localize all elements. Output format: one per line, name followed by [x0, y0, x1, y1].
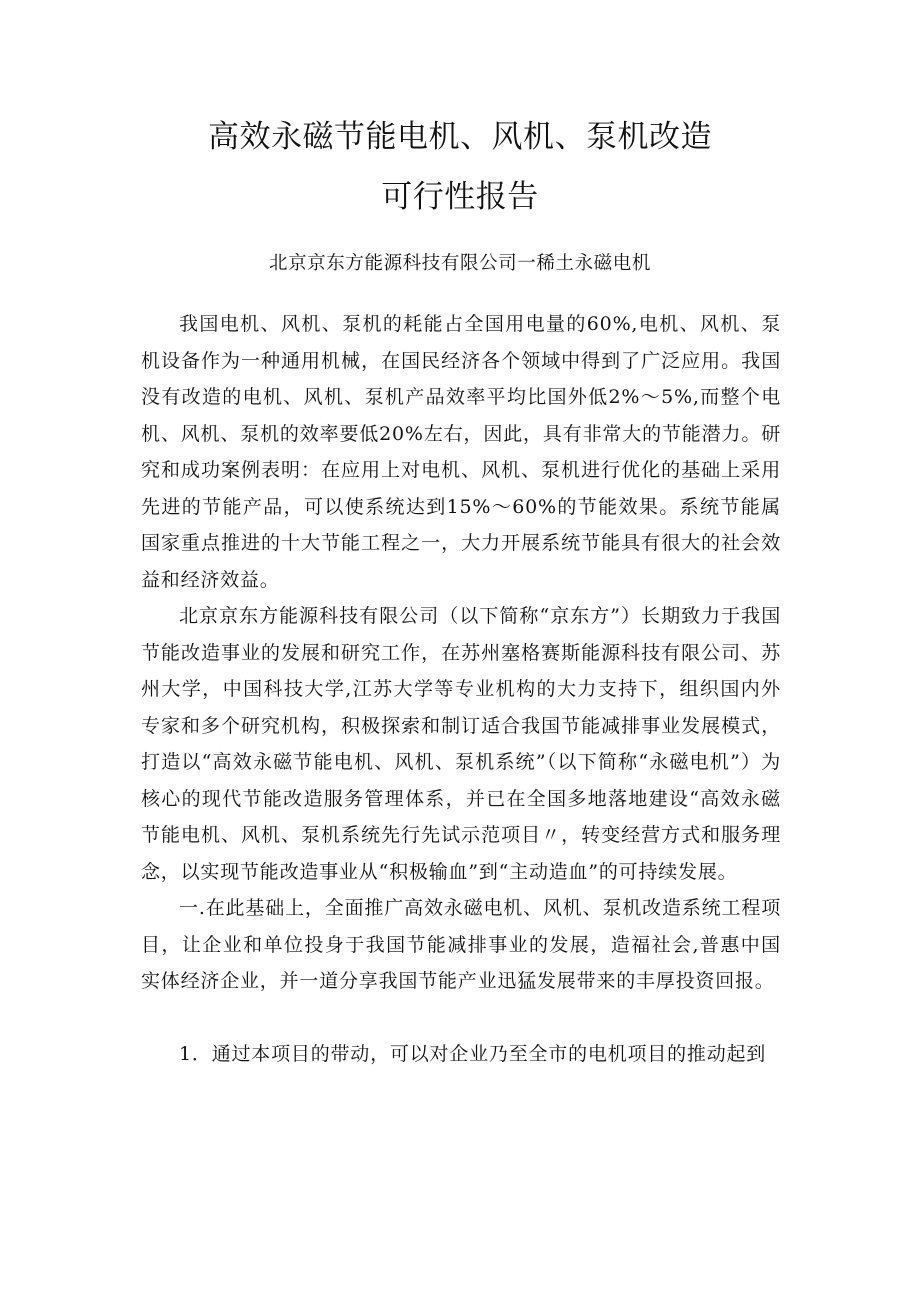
document-title-line-1: 高效永磁节能电机、风机、泵机改造 — [208, 119, 712, 155]
paragraph-section-one: 一.在此基础上，全面推广高效永磁电机、风机、泵机改造系统工程项目，让企业和单位投身于我国节能减排事业的发展，造福社会,普惠中国实体经济企业，并一道分享我国节能产业迅猛发展带来的丰厚投资回报。 — [141, 897, 781, 992]
paragraph-intro: 我国电机、风机、泵机的耗能占全国用电量的60%,电机、风机、泵机设备作为一种通用机械，在国民经济各个领域中得到了广泛应用。我国没有改造的电机、风机、泵机产品效率平均比国外低2%～5%,而整个电机、风机、泵机的效率要低20%左右，因此，具有非常大的节能潜力。研究和成功案例表明：在应用上对电机、风机、泵机进行优化的基础上采用先进的节能产品，可以使系统达到15%～60%的节能效果。系统节能属国家重点推进的十大节能工程之一，大力开展系统节能具有很大的社会效益和经济效益。 — [141, 313, 781, 591]
document-body — [141, 306, 781, 1072]
paragraph-company: 北京京东方能源科技有限公司（以下简称“京东方”）长期致力于我国节能改造事业的发展和研究工作，在苏州塞格赛斯能源科技有限公司、苏州大学，中国科技大学,江苏大学等专业机构的大力支持下，组织国内外专家和多个研究机构，积极探索和制订适合我国节能减排事业发展模式，打造以“高效永磁节能电机、风机、泵机系统”（以下简称“永磁电机”）为核心的现代节能改造服务管理体系，并已在全国多地落地建设“高效永磁节能电机、风机、泵机系统先行先试示范项目〃，转变经营方式和服务理念，以实现节能改造事业从“积极输血”到“主动造血”的可持续发展。 — [141, 605, 781, 883]
document-subtitle: 北京京东方能源科技有限公司一稀土永磁电机 — [268, 253, 651, 274]
paragraph-item-one: 1．通过本项目的带动，可以对企业乃至全市的电机项目的推动起到 — [179, 1042, 767, 1065]
document-title-line-2: 可行性报告 — [381, 179, 539, 215]
